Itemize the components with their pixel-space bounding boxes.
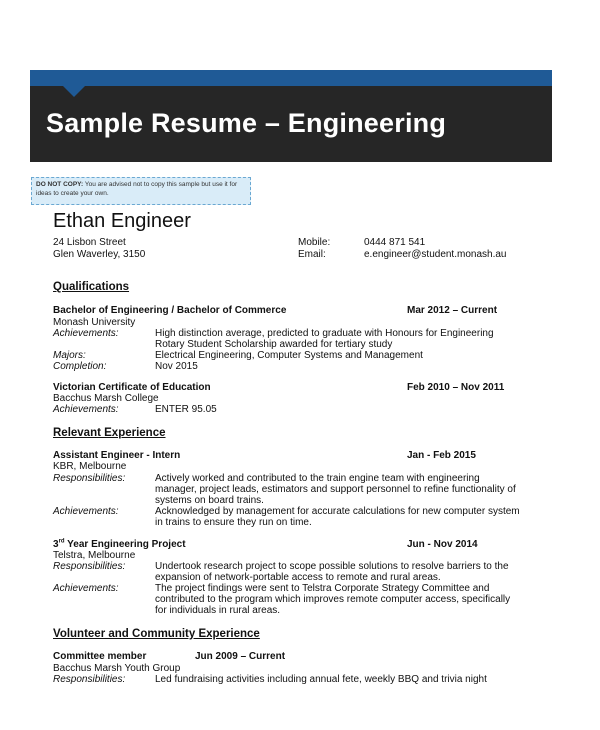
experience-2-title-number: 3 <box>53 539 59 550</box>
experience-2-responsibilities-label: Responsibilities: <box>53 561 126 572</box>
experience-2-date: Jun - Nov 2014 <box>407 539 478 550</box>
experience-2-responsibility-line-2: expansion of network-portable access to remote and rural areas. <box>155 572 441 583</box>
volunteer-1-responsibility: Led fundraising activities including annual fete, weekly BBQ and trivia night <box>155 674 487 685</box>
qualification-2-org: Bacchus Marsh College <box>53 393 159 404</box>
volunteer-1-org: Bacchus Marsh Youth Group <box>53 663 181 674</box>
qualification-1-achievement-2: Rotary Student Scholarship awarded for tertiary study <box>155 339 393 350</box>
email-label: Email: <box>298 249 326 260</box>
experience-1-responsibilities-label: Responsibilities: <box>53 473 126 484</box>
qualification-1-achievement-1: High distinction average, predicted to graduate with Honours for Engineering <box>155 328 494 339</box>
address-line-1: 24 Lisbon Street <box>53 237 126 248</box>
qualification-1-completion-label: Completion: <box>53 361 107 372</box>
qualification-2-achievements-label: Achievements: <box>53 404 119 415</box>
experience-2-achievements-label: Achievements: <box>53 583 119 594</box>
experience-1-achievement-line-2: in trains to ensure they run on time. <box>155 517 312 528</box>
volunteer-1-title: Committee member <box>53 651 147 662</box>
experience-1-responsibility-line-1: Actively worked and contributed to the train engine team with engineering <box>155 473 480 484</box>
qualification-2-title: Victorian Certificate of Education <box>53 382 211 393</box>
experience-1-responsibility-line-3: systems on board trains. <box>155 495 264 506</box>
header-notch <box>63 86 85 97</box>
experience-2-achievement-line-2: contributed to the program which improves remote computer access, specifically <box>155 594 511 605</box>
qualification-1-completion: Nov 2015 <box>155 361 198 372</box>
volunteer-1-responsibilities-label: Responsibilities: <box>53 674 126 685</box>
experience-2-title-text: Year Engineering Project <box>64 539 186 550</box>
email-value: e.engineer@student.monash.au <box>364 249 507 260</box>
address-line-2: Glen Waverley, 3150 <box>53 249 146 260</box>
experience-1-title: Assistant Engineer - Intern <box>53 450 181 461</box>
qualification-2-date: Feb 2010 – Nov 2011 <box>407 382 505 393</box>
qualification-1-achievements-label: Achievements: <box>53 328 119 339</box>
experience-1-org: KBR, Melbourne <box>53 461 127 472</box>
experience-2-responsibility-line-1: Undertook research project to scope possible solutions to resolve barriers to the <box>155 561 509 572</box>
experience-1-responsibility-line-2: manager, project leads, estimators and support personnel to refine functionality of <box>155 484 516 495</box>
notice-label: DO NOT COPY: <box>36 181 84 188</box>
experience-2-achievement-line-3: for individuals in rural areas. <box>155 605 281 616</box>
experience-2-achievement-line-1: The project findings were sent to Telstra Corporate Strategy Committee and <box>155 583 490 594</box>
experience-2-org: Telstra, Melbourne <box>53 550 136 561</box>
section-heading-experience: Relevant Experience <box>53 427 166 439</box>
page-title: Sample Resume – Engineering <box>46 108 447 138</box>
experience-2-title-suffix: rd <box>58 538 65 545</box>
qualification-1-date: Mar 2012 – Current <box>407 305 498 316</box>
mobile-label: Mobile: <box>298 237 331 248</box>
volunteer-1-date: Jun 2009 – Current <box>195 651 286 662</box>
qualification-1-title: Bachelor of Engineering / Bachelor of Commerce <box>53 305 287 316</box>
section-heading-volunteer: Volunteer and Community Experience <box>53 628 260 640</box>
qualification-1-majors: Electrical Engineering, Computer Systems and Management <box>155 350 423 361</box>
qualification-1-majors-label: Majors: <box>53 350 86 361</box>
header-accent-bar <box>30 70 552 86</box>
mobile-value: 0444 871 541 <box>364 237 426 248</box>
qualification-1-org: Monash University <box>53 317 136 328</box>
candidate-name: Ethan Engineer <box>53 210 191 232</box>
notice-text: You are advised not to copy this sample but use it for ideas to create your own. <box>36 181 238 197</box>
section-heading-qualifications: Qualifications <box>53 281 130 293</box>
experience-1-achievements-label: Achievements: <box>53 506 119 517</box>
experience-1-achievement-line-1: Acknowledged by management for accurate calculations for new computer system <box>155 506 520 517</box>
experience-1-date: Jan - Feb 2015 <box>407 450 476 461</box>
qualification-2-achievement: ENTER 95.05 <box>155 404 217 415</box>
experience-2-title <box>53 539 186 550</box>
do-not-copy-notice <box>31 177 251 205</box>
